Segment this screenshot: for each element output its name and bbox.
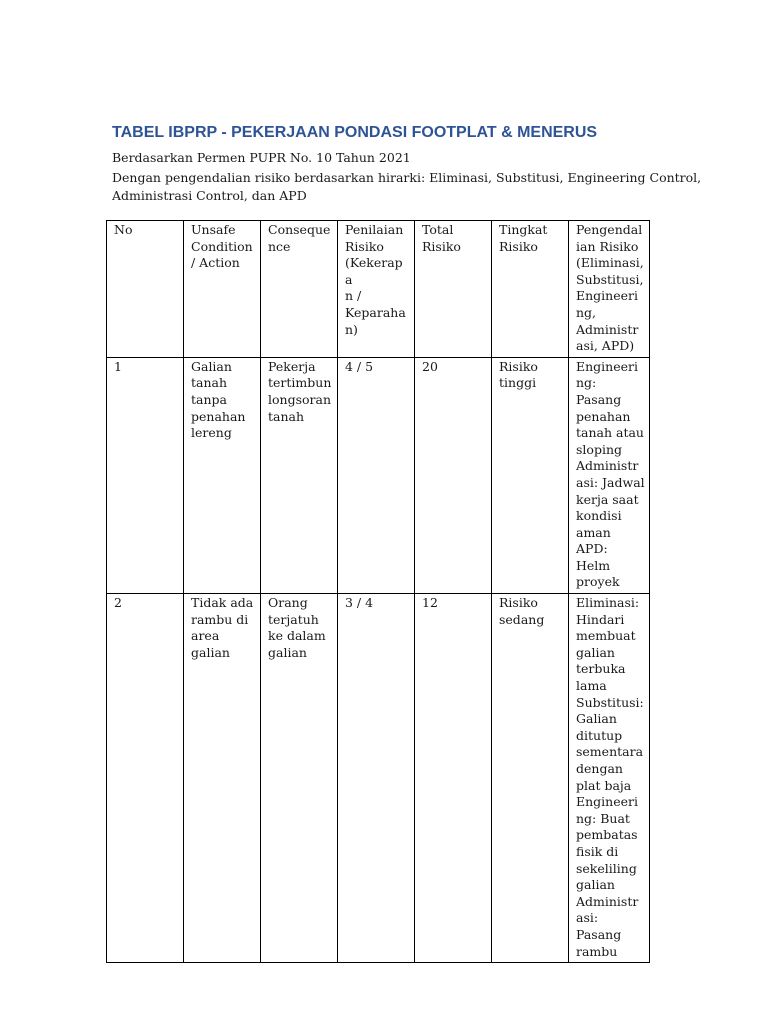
cell-consequence <box>261 357 338 593</box>
cell-text-line: longsoran <box>268 391 331 407</box>
table-header-row <box>107 221 650 358</box>
cell-text-line: galian <box>191 644 230 660</box>
cell-text-line: Tingkat <box>499 222 548 237</box>
cell-consequence <box>261 594 338 963</box>
document-description-line-1: Dengan pengendalian risiko berdasarkan hirarki: Eliminasi, Substitusi, Engineering Control, <box>112 170 702 185</box>
cell-text-line: asi: Jadwal <box>576 474 645 490</box>
cell-text-line: Hindari <box>576 611 625 627</box>
cell-text-line: lama <box>576 678 607 694</box>
cell-text-line: Conseque <box>268 222 331 237</box>
cell-text-line: tanah <box>268 408 305 424</box>
document-title: TABEL IBPRP - PEKERJAAN PONDASI FOOTPLAT & MENERUS <box>112 124 598 141</box>
cell-text-line: Eliminasi: <box>576 595 640 611</box>
cell-text-line: Risiko <box>345 238 384 254</box>
cell-text-line: ian Risiko <box>576 238 639 254</box>
cell-text-line: Risiko <box>422 238 461 254</box>
cell-text-line: 20 <box>422 358 438 374</box>
cell-text-line: tanpa <box>191 391 227 407</box>
cell-text-line: n / <box>345 288 362 304</box>
cell-text-line: (Kekerapa <box>345 255 403 287</box>
cell-text-line: asi: <box>576 910 599 926</box>
cell-text-line: Risiko <box>499 238 538 254</box>
document-subtitle: Berdasarkan Permen PUPR No. 10 Tahun 2021 <box>112 150 411 165</box>
cell-text-line: 12 <box>422 595 438 611</box>
cell-unsafe-condition <box>184 594 261 963</box>
cell-risk-assessment <box>338 594 415 963</box>
cell-text-line: rambu <box>576 943 618 959</box>
cell-text-line: terbuka <box>576 661 626 677</box>
table-row <box>107 357 650 593</box>
cell-risk-control <box>569 594 650 963</box>
header-cell-risk-level <box>492 221 569 358</box>
cell-text-line: Substitusi: <box>576 694 644 710</box>
cell-text-line: Orang <box>268 595 308 611</box>
cell-text-line: 1 <box>114 358 122 374</box>
cell-text-line: Engineeri <box>576 358 638 374</box>
cell-total-risk <box>415 357 492 593</box>
header-cell-unsafe-condition <box>184 221 261 358</box>
cell-no <box>107 357 184 593</box>
cell-text-line: rambu di <box>191 611 249 627</box>
cell-text-line: Substitusi, <box>576 271 644 287</box>
cell-risk-level <box>492 357 569 593</box>
cell-text-line: Keparaha <box>345 304 406 320</box>
cell-text-line: Galian <box>191 358 232 374</box>
cell-text-line: Pekerja <box>268 358 316 374</box>
cell-text-line: Administr <box>576 893 639 909</box>
cell-text-line: dengan <box>576 761 623 776</box>
cell-text-line: galian <box>268 644 307 660</box>
cell-text-line: Risiko <box>499 358 538 374</box>
cell-text-line: / Action <box>191 255 240 271</box>
cell-text-line: tertimbun <box>268 375 332 391</box>
cell-text-line: membuat <box>576 628 636 644</box>
cell-text-line: Penilaian <box>345 222 404 237</box>
table-row <box>107 594 650 963</box>
cell-text-line: APD: Helm <box>576 541 611 573</box>
cell-text-line: pembatas <box>576 827 638 843</box>
cell-text-line: ke dalam <box>268 628 326 644</box>
header-cell-risk-control <box>569 221 650 358</box>
cell-text-line: plat baja <box>576 777 632 793</box>
cell-text-line: kondisi <box>576 508 622 524</box>
cell-text-line: 4 / 5 <box>345 358 374 374</box>
cell-text-line: kerja saat <box>576 491 639 507</box>
cell-text-line: tinggi <box>499 375 537 391</box>
cell-text-line: Galian <box>576 711 617 727</box>
cell-text-line: n) <box>345 321 358 337</box>
cell-text-line: tanah atau <box>576 425 644 441</box>
cell-text-line: galian <box>576 877 615 893</box>
cell-text-line: ng: Pasang <box>576 375 622 407</box>
cell-text-line: tanah <box>191 375 228 391</box>
cell-text-line: 2 <box>114 595 122 611</box>
header-cell-total-risk <box>415 221 492 358</box>
ibprp-table <box>106 220 650 963</box>
cell-text-line: Condition <box>191 238 253 254</box>
cell-text-line: lereng <box>191 425 232 441</box>
cell-risk-control <box>569 357 650 593</box>
cell-text-line: ditutup <box>576 727 623 743</box>
cell-text-line: asi, APD) <box>576 338 635 354</box>
cell-text-line: sloping <box>576 441 622 457</box>
cell-unsafe-condition <box>184 357 261 593</box>
cell-text-line: sekeliling <box>576 860 637 876</box>
cell-text-line: penahan <box>576 408 631 424</box>
cell-text-line: Risiko <box>499 595 538 611</box>
cell-risk-assessment <box>338 357 415 593</box>
cell-text-line: Engineeri <box>576 794 638 810</box>
cell-text-line: (Eliminasi, <box>576 255 644 271</box>
cell-text-line: proyek <box>576 574 620 590</box>
cell-total-risk <box>415 594 492 963</box>
cell-text-line: No <box>114 222 133 237</box>
cell-text-line: terjatuh <box>268 611 319 627</box>
cell-text-line: sementara <box>576 744 644 760</box>
cell-text-line: nce <box>268 238 291 254</box>
cell-text-line: fisik di <box>576 843 619 859</box>
cell-text-line: sedang <box>499 611 545 627</box>
cell-text-line: Administr <box>576 458 639 474</box>
header-cell-no <box>107 221 184 358</box>
cell-text-line: Tidak ada <box>191 595 254 611</box>
cell-text-line: penahan <box>191 408 246 424</box>
document-description-line-2: Administrasi Control, dan APD <box>112 188 307 203</box>
cell-text-line: ng, <box>576 304 597 320</box>
cell-text-line: galian <box>576 644 615 660</box>
cell-text-line: Administr <box>576 321 639 337</box>
cell-text-line: Pasang <box>576 926 622 942</box>
cell-text-line: Total <box>422 222 454 237</box>
cell-text-line: Engineeri <box>576 288 638 304</box>
cell-text-line: ng: Buat <box>576 810 630 826</box>
cell-risk-level <box>492 594 569 963</box>
header-cell-consequence <box>261 221 338 358</box>
cell-text-line: aman <box>576 524 611 540</box>
cell-text-line: 3 / 4 <box>345 595 374 611</box>
cell-text-line: Pengendal <box>576 222 643 237</box>
header-cell-risk-assessment <box>338 221 415 358</box>
cell-no <box>107 594 184 963</box>
cell-text-line: area <box>191 628 220 644</box>
cell-text-line: Unsafe <box>191 222 236 237</box>
